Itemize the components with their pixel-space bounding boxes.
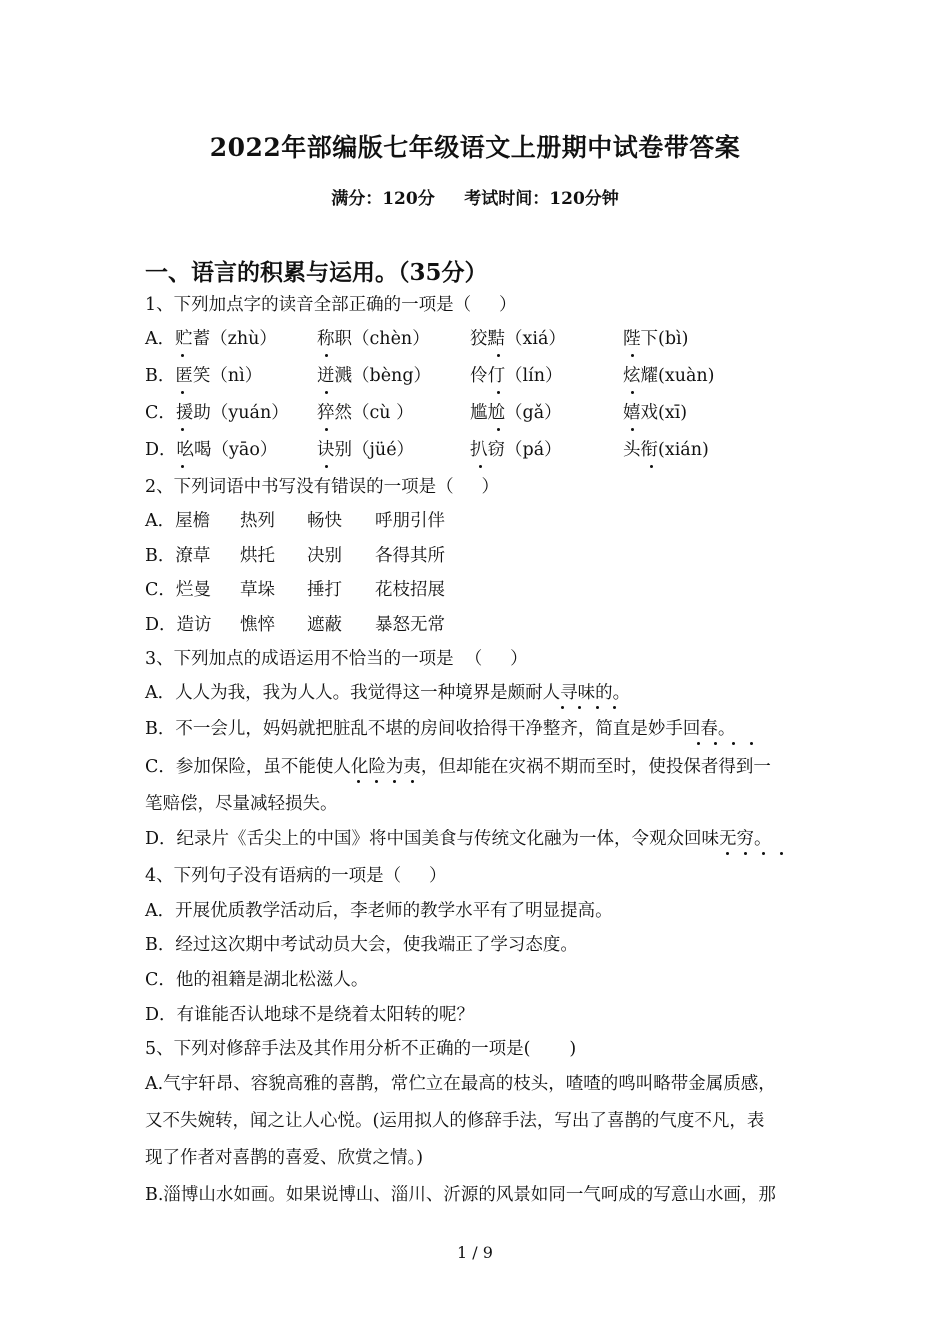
option-cell: 各得其所 — [375, 546, 445, 566]
emphasis-dot — [631, 354, 634, 357]
emphasis-dot — [750, 742, 753, 745]
emphasis-dot — [325, 391, 328, 394]
option-cell: 决别 — [307, 546, 342, 566]
option-cell: 狡黠（xiá） — [470, 329, 566, 349]
option-cell: C．烂曼 — [145, 580, 211, 600]
page-title: 2022年部编版七年级语文上册期中试卷带答案 — [209, 133, 741, 162]
question-4-stem: 4、下列句子没有语病的一项是（ ） — [145, 866, 447, 886]
emphasis-dot — [613, 706, 616, 709]
option-cell: 畅快 — [307, 511, 342, 531]
option-cell: 扒窃（pá） — [470, 440, 562, 460]
question-3-option-c: C．参加保险，虽不能使人化险为夷，但却能在灾祸不期而至时，使投保者得到一 — [145, 757, 771, 777]
emphasis-dot — [497, 391, 500, 394]
emphasis-dot — [697, 742, 700, 745]
emphasis-dot — [375, 780, 378, 783]
option-cell: 猝然（cù ） — [317, 403, 414, 423]
page-number: 1 / 9 — [457, 1243, 493, 1262]
emphasis-dot — [762, 852, 765, 855]
option-cell: A．贮蓄（zhù） — [145, 329, 277, 349]
emphasis-dot — [357, 780, 360, 783]
option-cell: B．匿笑（nì） — [145, 366, 263, 386]
question-3-option-b: B．不一会儿，妈妈就把脏乱不堪的房间收拾得干净整齐，简直是妙手回春。 — [145, 719, 736, 739]
emphasis-dot — [596, 706, 599, 709]
emphasis-dot — [181, 354, 184, 357]
option-cell: 捶打 — [307, 580, 342, 600]
question-4-option-c: C．他的祖籍是湖北松滋人。 — [145, 970, 369, 990]
emphasis-dot — [714, 742, 717, 745]
emphasis-dot — [325, 465, 328, 468]
question-3-stem: 3、下列加点的成语运用不恰当的一项是 （ ） — [145, 649, 528, 669]
emphasis-dot — [631, 391, 634, 394]
emphasis-dot — [479, 465, 482, 468]
question-4-option-d: D．有谁能否认地球不是绕着太阳转的呢？ — [145, 1005, 475, 1025]
question-5-option-a: A.气宇轩昂、容貌高雅的喜鹊，常伫立在最高的枝头，喳喳的鸣叫略带金属质感， — [145, 1074, 776, 1094]
option-cell: 暴怒无常 — [375, 615, 445, 635]
option-cell: D．造访 — [145, 615, 212, 635]
exam-info: 满分：120分 考试时间：120分钟 — [331, 189, 619, 209]
emphasis-dot — [732, 742, 735, 745]
option-cell: 热列 — [240, 511, 275, 531]
question-2-stem: 2、下列词语中书写没有错误的一项是（ ） — [145, 477, 499, 497]
option-cell: 尴尬（gǎ） — [470, 403, 562, 423]
question-3-option-c-cont: 笔赔偿，尽量减轻损失。 — [145, 794, 338, 814]
emphasis-dot — [726, 852, 729, 855]
option-cell: 草垛 — [240, 580, 275, 600]
option-cell: 诀别（jüé） — [317, 440, 415, 460]
option-cell: C．援助（yuán） — [145, 403, 289, 423]
question-4-option-b: B．经过这次期中考试动员大会，使我端正了学习态度。 — [145, 935, 578, 955]
question-5-stem: 5、下列对修辞手法及其作用分析不正确的一项是( ) — [145, 1039, 577, 1059]
emphasis-dot — [650, 465, 653, 468]
option-cell: 称职（chèn） — [317, 329, 430, 349]
option-cell: 嬉戏(xī) — [623, 403, 688, 423]
emphasis-dot — [393, 780, 396, 783]
question-1-stem: 1、下列加点字的读音全部正确的一项是（ ） — [145, 295, 517, 315]
emphasis-dot — [181, 465, 184, 468]
emphasis-dot — [497, 428, 500, 431]
option-cell: 呼朋引伴 — [375, 511, 445, 531]
option-cell: 憔悴 — [240, 615, 275, 635]
question-5-option-b: B.淄博山水如画。如果说博山、淄川、沂源的风景如同一气呵成的写意山水画，那 — [145, 1185, 776, 1205]
option-cell: D．吆喝（yāo） — [145, 440, 278, 460]
emphasis-dot — [497, 354, 500, 357]
emphasis-dot — [578, 706, 581, 709]
emphasis-dot — [325, 354, 328, 357]
option-cell: B．潦草 — [145, 546, 211, 566]
section-heading: 一、语言的积累与运用。（35分） — [145, 259, 488, 286]
option-cell: 陛下(bì) — [623, 329, 689, 349]
question-3-option-d: D．纪录片《舌尖上的中国》将中国美食与传统文化融为一体，令观众回味无穷。 — [145, 829, 772, 849]
option-cell: 遮蔽 — [307, 615, 342, 635]
emphasis-dot — [744, 852, 747, 855]
option-cell: 伶仃（lín） — [470, 366, 563, 386]
option-cell: 花枝招展 — [375, 580, 445, 600]
question-4-option-a: A．开展优质教学活动后，李老师的教学水平有了明显提高。 — [145, 901, 613, 921]
emphasis-dot — [561, 706, 564, 709]
option-cell: A．屋檐 — [145, 511, 211, 531]
emphasis-dot — [325, 428, 328, 431]
question-3-option-a: A．人人为我，我为人人。我觉得这一种境界是颇耐人寻味的。 — [145, 683, 631, 703]
option-cell: 烘托 — [240, 546, 275, 566]
option-cell: 头衔(xián) — [623, 440, 709, 460]
emphasis-dot — [631, 428, 634, 431]
emphasis-dot — [411, 780, 414, 783]
option-cell: 迸溅（bèng） — [317, 366, 432, 386]
question-5-option-a-cont: 又不失婉转，闻之让人心悦。(运用拟人的修辞手法，写出了喜鹊的气度不凡，表 — [145, 1111, 765, 1131]
emphasis-dot — [181, 428, 184, 431]
option-cell: 炫耀(xuàn) — [623, 366, 715, 386]
emphasis-dot — [780, 852, 783, 855]
question-5-option-a-cont: 现了作者对喜鹊的喜爱、欣赏之情。) — [145, 1148, 424, 1168]
emphasis-dot — [181, 391, 184, 394]
